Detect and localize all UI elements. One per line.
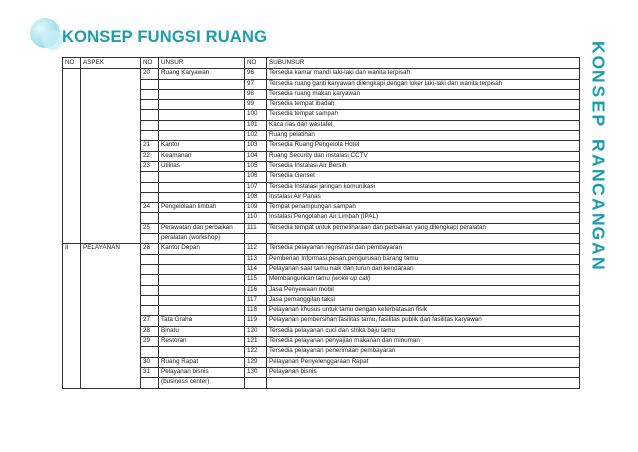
- table-row: [63, 244, 580, 254]
- table-row: [63, 89, 580, 99]
- cell-unsur: [159, 110, 245, 120]
- side-title-letter: N: [588, 70, 609, 84]
- cell-unsur-no: 31: [141, 367, 159, 377]
- cell-subunsur: Kaca rias dan wastafel: [267, 120, 580, 130]
- cell-subunsur-no: 118: [245, 306, 267, 316]
- cell-subunsur-no: 98: [245, 89, 267, 99]
- side-title-letter: G: [588, 226, 609, 241]
- table-row: [63, 110, 580, 120]
- cell-unsur: Keamanan: [159, 151, 245, 161]
- cell-unsur: [159, 79, 245, 89]
- cell-unsur-no: [141, 347, 159, 357]
- table-row: [63, 347, 580, 357]
- cell-no: II: [63, 244, 81, 388]
- table-row: [63, 306, 580, 316]
- cell-subunsur-no: 130: [245, 367, 267, 377]
- cell-unsur-no: [141, 89, 159, 99]
- cell-subunsur: Pemberian Informasi,pesan,pengurusan barang tamu: [267, 254, 580, 264]
- side-vertical-title: [587, 40, 611, 270]
- side-title-letter: R: [588, 139, 609, 152]
- cell-unsur-no: [141, 110, 159, 120]
- cell-unsur-no: 30: [141, 357, 159, 367]
- cell-subunsur-no: 106: [245, 172, 267, 182]
- cell-unsur: [159, 182, 245, 192]
- cell-unsur: Kantor: [159, 141, 245, 151]
- cell-subunsur: Tersedia pelayanan regristrasi dan pembayaran: [267, 244, 580, 254]
- cell-subunsur-no: 111: [245, 223, 267, 233]
- cell-unsur: [159, 275, 245, 285]
- cell-unsur-no: [141, 285, 159, 295]
- cell-subunsur-no: 100: [245, 110, 267, 120]
- table-row: [63, 316, 580, 326]
- cell-unsur-no: 21: [141, 141, 159, 151]
- table-row: [63, 120, 580, 130]
- cell-subunsur-no: 101: [245, 120, 267, 130]
- cell-subunsur: Tersedia Instalasi jaringan komunikasi: [267, 182, 580, 192]
- cell-unsur-no: [141, 264, 159, 274]
- header-unsur: UNSUR: [159, 58, 245, 69]
- side-title-letter: S: [588, 85, 609, 98]
- cell-unsur-no: 22: [141, 151, 159, 161]
- table-row: [63, 172, 580, 182]
- cell-subunsur-no: 112: [245, 244, 267, 254]
- cell-subunsur: Ruang pelatihan: [267, 131, 580, 141]
- table-row: [63, 131, 580, 141]
- cell-subunsur-no: 117: [245, 295, 267, 305]
- cell-unsur: Utilitas: [159, 161, 245, 171]
- cell-unsur-no: [141, 378, 159, 388]
- cell-subunsur: Tersedia kamar mandi laki-laki dan wanita terpisah: [267, 69, 580, 79]
- table-row: [63, 285, 580, 295]
- cell-subunsur: Tersedia tempat sampah: [267, 110, 580, 120]
- cell-subunsur: Tersedia ruang ganti karyawan dilengkapi dengan loker laki-laki dan wanita terpisah: [267, 79, 580, 89]
- cell-subunsur: Instalasi Pengolahan Air Limbah (IPAL): [267, 213, 580, 223]
- side-title-letter: E: [588, 100, 609, 112]
- cell-unsur-no: [141, 234, 159, 244]
- cell-subunsur-no: 99: [245, 100, 267, 110]
- cell-unsur: [159, 192, 245, 202]
- subunsur-text: Membangunkan tamu: [269, 275, 332, 283]
- cell-subunsur-no: 122: [245, 347, 267, 357]
- cell-subunsur: Tersedia pelayanan cuci dan strika baju tamu: [267, 326, 580, 336]
- cell-subunsur: Tersedia tempat untuk pemeliharaan dan perbaikan yang dilengkapi peralatan: [267, 223, 580, 233]
- cell-unsur: [159, 172, 245, 182]
- cell-unsur-no: 25: [141, 223, 159, 233]
- cell-unsur-no: 23: [141, 161, 159, 171]
- cell-unsur-no: [141, 254, 159, 264]
- side-title-letter: O: [588, 55, 609, 69]
- table-row: [63, 213, 580, 223]
- cell-subunsur-no: 105: [245, 161, 267, 171]
- side-title-letter: A: [588, 153, 609, 167]
- cell-unsur: [159, 295, 245, 305]
- cell-subunsur-no: 103: [245, 141, 267, 151]
- table-row: [63, 326, 580, 336]
- table-row: [63, 295, 580, 305]
- cell-subunsur-no: 119: [245, 316, 267, 326]
- table-row: [63, 234, 580, 244]
- cell-unsur-no: 20: [141, 69, 159, 79]
- cell-subunsur: Tersedia Instalasi Air Bersih: [267, 161, 580, 171]
- table-header-row: [63, 58, 580, 69]
- cell-subunsur-no: 114: [245, 264, 267, 274]
- cell-unsur: Pelayanan bisnis: [159, 367, 245, 377]
- cell-unsur: [159, 100, 245, 110]
- table-row: [63, 367, 580, 377]
- cell-subunsur-no: 108: [245, 192, 267, 202]
- cell-subunsur: Ruang Security dan instalasi CCTV: [267, 151, 580, 161]
- table-row: [63, 192, 580, 202]
- cell-subunsur: Tersedia ruang makan karyawan: [267, 89, 580, 99]
- table-row: [63, 141, 580, 151]
- cell-unsur-no: 26: [141, 244, 159, 254]
- cell-subunsur: Pelayanan pembersihan fasilitas tamu, fasilitas publik dan fasilitas karyawan: [267, 316, 580, 326]
- cell-unsur: [159, 306, 245, 316]
- cell-subunsur-no: 116: [245, 285, 267, 295]
- subunsur-emphasis: (woke up call): [331, 275, 371, 283]
- cell-subunsur-no: 109: [245, 203, 267, 213]
- cell-subunsur-no: 96: [245, 69, 267, 79]
- cell-subunsur-no: 121: [245, 337, 267, 347]
- table-row: [63, 182, 580, 192]
- side-title-letter: N: [588, 256, 609, 270]
- table-row: [63, 161, 580, 171]
- table-row: [63, 337, 580, 347]
- cell-subunsur: Tersedia pelayanan penyajian makanan dan minuman: [267, 337, 580, 347]
- cell-no: [63, 69, 81, 244]
- header-subunsur: SUBUNSUR: [267, 58, 580, 69]
- cell-unsur-no: 28: [141, 326, 159, 336]
- cell-unsur: [159, 264, 245, 274]
- cell-subunsur: Tersedia tempat ibadah: [267, 100, 580, 110]
- table-row: [63, 151, 580, 161]
- table-row: [63, 275, 580, 285]
- cell-unsur: [159, 213, 245, 223]
- cell-unsur: Perawatan dan perbaikan: [159, 223, 245, 233]
- cell-unsur-no: [141, 275, 159, 285]
- cell-subunsur: Tersedia pelayanan penerimaan pembayaran: [267, 347, 580, 357]
- table-row: [63, 203, 580, 213]
- cell-subunsur-no: 113: [245, 254, 267, 264]
- cell-subunsur: [267, 378, 580, 388]
- cell-unsur: Ruang Rapat: [159, 357, 245, 367]
- cell-subunsur: Tersedia Genset: [267, 172, 580, 182]
- cell-unsur-no: [141, 192, 159, 202]
- table-row: [63, 79, 580, 89]
- cell-unsur: [159, 89, 245, 99]
- cell-unsur: [159, 285, 245, 295]
- side-title-letter: P: [588, 114, 609, 127]
- table-row: [63, 223, 580, 233]
- cell-unsur: peralatan (workshop): [159, 234, 245, 244]
- cell-unsur: [159, 120, 245, 130]
- table-body: [63, 69, 580, 388]
- cell-unsur-no: [141, 295, 159, 305]
- header-subunsur-no: NO: [245, 58, 267, 69]
- cell-subunsur-no: 102: [245, 131, 267, 141]
- cell-subunsur-no: 120: [245, 326, 267, 336]
- cell-subunsur-no: [245, 234, 267, 244]
- cell-unsur-no: [141, 100, 159, 110]
- cell-unsur-no: [141, 213, 159, 223]
- side-title-letter: K: [588, 41, 609, 54]
- cell-subunsur-no: 107: [245, 182, 267, 192]
- concept-table: [62, 57, 580, 389]
- cell-subunsur: Jasa Penyewaan mobil: [267, 285, 580, 295]
- header-unsur-no: NO: [141, 58, 159, 69]
- side-title-letter: N: [588, 212, 609, 226]
- cell-unsur-no: 24: [141, 203, 159, 213]
- cell-subunsur-no: 110: [245, 213, 267, 223]
- cell-unsur: Tata Graha: [159, 316, 245, 326]
- page-title: KONSEP FUNGSI RUANG: [62, 28, 268, 46]
- cell-subunsur-no: 104: [245, 151, 267, 161]
- table-row: [63, 254, 580, 264]
- cell-unsur: Ruang Karyawan: [159, 69, 245, 79]
- cell-subunsur: Pelayanan saat tamu naik dan turun dari kendaraan: [267, 264, 580, 274]
- cell-unsur-no: [141, 306, 159, 316]
- table-row: [63, 357, 580, 367]
- cell-subunsur: Jasa pemanggilan taksi: [267, 295, 580, 305]
- cell-unsur: Binatu: [159, 326, 245, 336]
- table-row: [63, 100, 580, 110]
- cell-subunsur: Pelayanan bisnis: [267, 367, 580, 377]
- header-aspek: ASPEK: [81, 58, 141, 69]
- cell-unsur: [159, 254, 245, 264]
- side-title-letter: A: [588, 241, 609, 255]
- table-row: [63, 69, 580, 79]
- cell-unsur-no: [141, 182, 159, 192]
- cell-subunsur: [267, 275, 580, 285]
- cell-subunsur: Instalasi Air Panas: [267, 192, 580, 202]
- cell-aspek: PELAYANAN: [81, 244, 141, 388]
- cell-subunsur-no: [245, 378, 267, 388]
- cell-subunsur-no: 115: [245, 275, 267, 285]
- cell-aspek: [81, 69, 141, 244]
- cell-unsur-no: [141, 131, 159, 141]
- cell-unsur-no: 29: [141, 337, 159, 347]
- side-title-letter: A: [588, 197, 609, 211]
- cell-unsur: [159, 347, 245, 357]
- side-title-letter: N: [588, 168, 609, 182]
- cell-subunsur-no: 129: [245, 357, 267, 367]
- header-no: NO: [63, 58, 81, 69]
- side-title-letter: C: [588, 183, 609, 196]
- cell-unsur: (business center): [159, 378, 245, 388]
- cell-subunsur: Pelayanan khusus untuk tamu dengan keterbatasan fisik: [267, 306, 580, 316]
- cell-unsur-no: [141, 120, 159, 130]
- cell-subunsur-no: 97: [245, 79, 267, 89]
- table-row: [63, 264, 580, 274]
- cell-unsur: Restoran: [159, 337, 245, 347]
- cell-unsur: [159, 131, 245, 141]
- cell-unsur-no: 27: [141, 316, 159, 326]
- cell-unsur-no: [141, 172, 159, 182]
- cell-unsur: Kantor Depan: [159, 244, 245, 254]
- cell-unsur: Pengelolaan limbah: [159, 203, 245, 213]
- table-row: [63, 378, 580, 388]
- logo-blob-highlight: [42, 30, 64, 50]
- cell-subunsur: Tersedia Ruang Pengelola Hotel: [267, 141, 580, 151]
- cell-subunsur: [267, 234, 580, 244]
- cell-subunsur: Pelayanan Penyelenggaraan Rapat: [267, 357, 580, 367]
- cell-subunsur: Tempat penampungan sampah: [267, 203, 580, 213]
- cell-unsur-no: [141, 79, 159, 89]
